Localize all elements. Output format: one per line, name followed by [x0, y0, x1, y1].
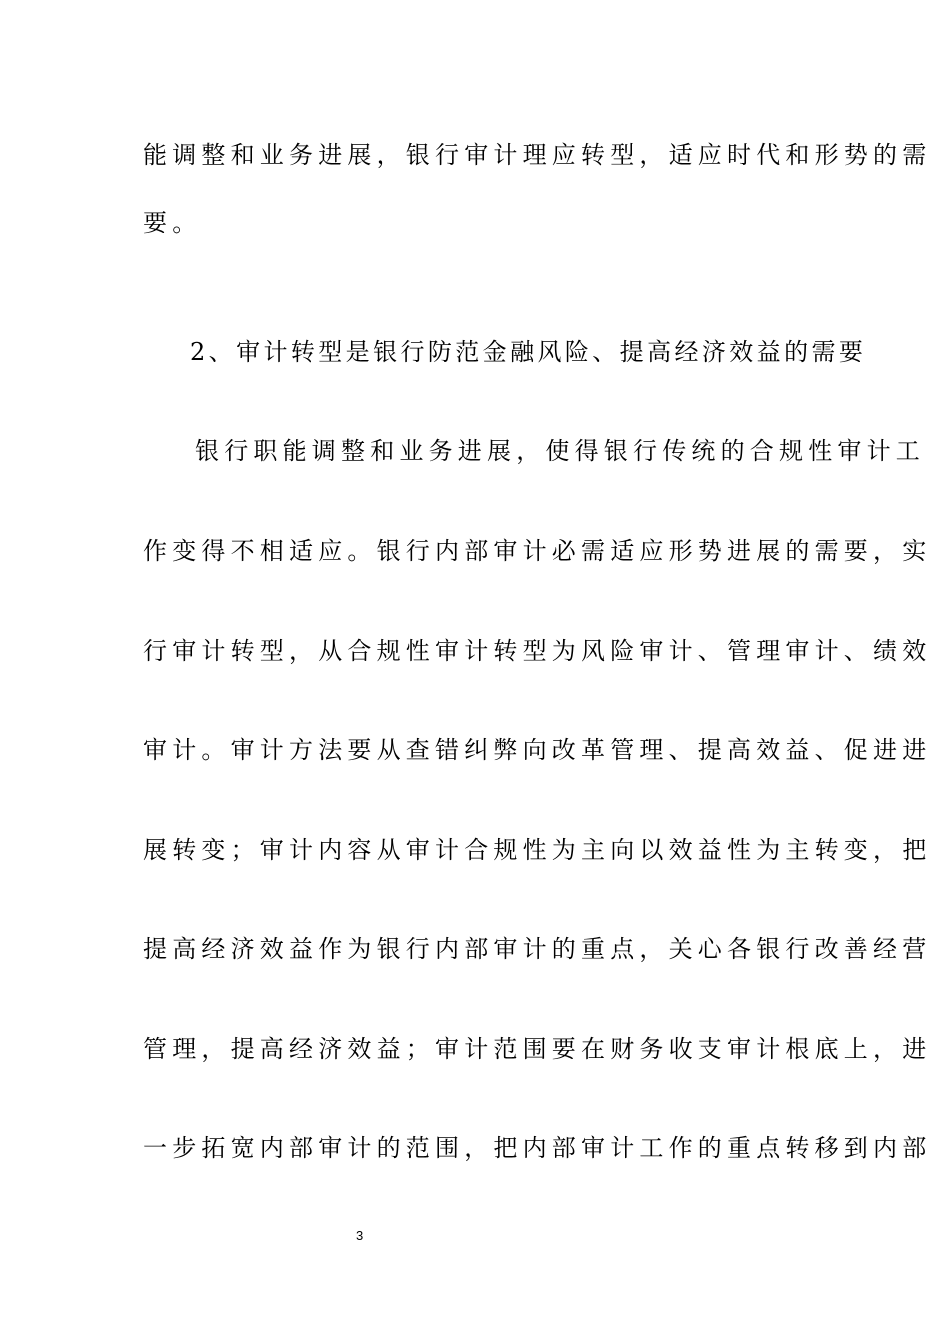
text-line: 银行职能调整和业务进展，使得银行传统的合规性审计工 — [195, 437, 925, 465]
text-line: 行审计转型，从合规性审计转型为风险审计、管理审计、绩效 — [143, 637, 932, 665]
text-line: 提高经济效益作为银行内部审计的重点，关心各银行改善经营 — [143, 935, 932, 963]
text-line: 要。 — [143, 209, 202, 237]
text-line: 审计。审计方法要从查错纠弊向改革管理、提高效益、促进进 — [143, 736, 932, 764]
page-number: 3 — [356, 1228, 364, 1243]
section-heading: 2、审计转型是银行防范金融风险、提高经济效益的需要 — [190, 338, 867, 366]
text-line: 作变得不相适应。银行内部审计必需适应形势进展的需要，实 — [143, 537, 932, 565]
text-line: 展转变；审计内容从审计合规性为主向以效益性为主转变，把 — [143, 836, 932, 864]
text-line: 一步拓宽内部审计的范围，把内部审计工作的重点转移到内部 — [143, 1134, 932, 1162]
text-line: 管理，提高经济效益；审计范围要在财务收支审计根底上，进 — [143, 1035, 932, 1063]
text-line: 能调整和业务进展，银行审计理应转型，适应时代和形势的需 — [143, 141, 932, 169]
